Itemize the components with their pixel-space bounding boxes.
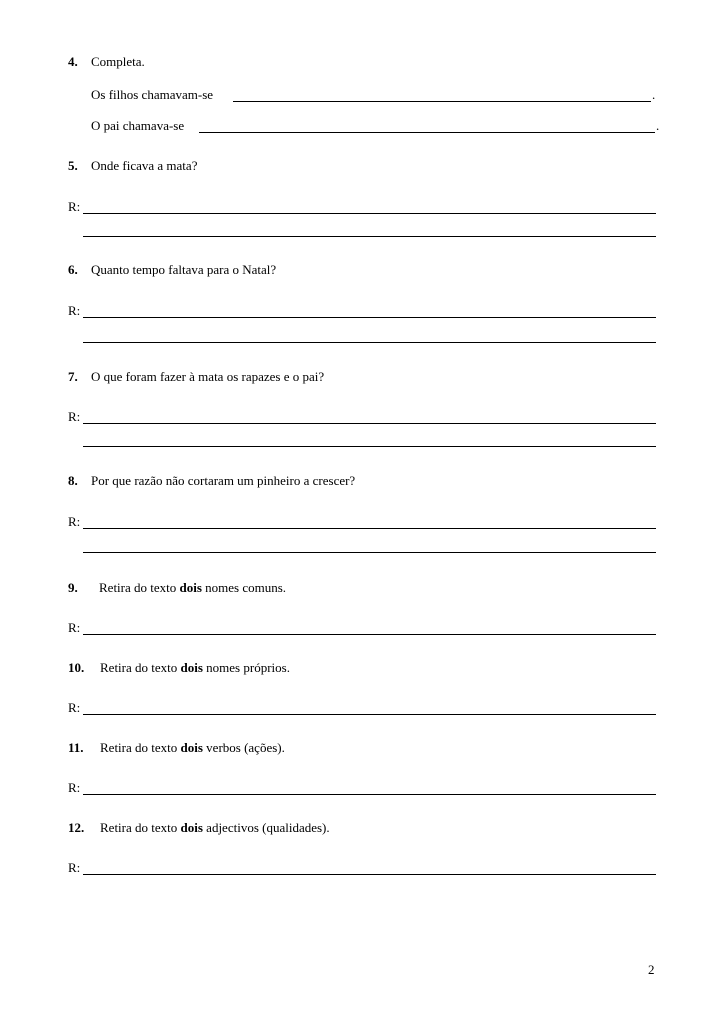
answer-5-line-2[interactable]	[83, 236, 656, 237]
answer-9-prefix: R:	[68, 620, 81, 635]
question-7-text: O que foram fazer à mata os rapazes e o pai?	[91, 369, 325, 384]
question-4-number: 4.	[68, 54, 78, 69]
question-12-text: Retira do texto dois adjectivos (qualidades).	[100, 820, 330, 835]
question-10-number: 10.	[68, 660, 85, 675]
answer-7-prefix: R:	[68, 409, 81, 424]
question-4-item-2-label: O pai chamava-se	[91, 118, 185, 133]
answer-11-prefix: R:	[68, 780, 81, 795]
question-4-item-1-label: Os filhos chamavam-se	[91, 87, 214, 102]
answer-8-line-2[interactable]	[83, 552, 656, 553]
question-9-text: Retira do texto dois nomes comuns.	[99, 580, 287, 595]
question-5-number: 5.	[68, 158, 78, 173]
answer-5-line-1[interactable]	[83, 213, 656, 214]
question-11-emphasis: dois	[180, 740, 203, 755]
answer-7-line-2[interactable]	[83, 446, 656, 447]
question-4-text: Completa.	[91, 54, 145, 69]
answer-12-prefix: R:	[68, 860, 81, 875]
question-4-item-2-end: .	[656, 118, 660, 133]
page-number: 2	[648, 962, 655, 977]
question-9-emphasis: dois	[179, 580, 202, 595]
question-4-item-2-blank[interactable]	[199, 132, 655, 133]
question-8-number: 8.	[68, 473, 78, 488]
answer-11-line[interactable]	[83, 794, 656, 795]
question-12-emphasis: dois	[180, 820, 203, 835]
question-11-text: Retira do texto dois verbos (ações).	[100, 740, 285, 755]
question-8-text: Por que razão não cortaram um pinheiro a crescer?	[91, 473, 356, 488]
answer-8-line-1[interactable]	[83, 528, 656, 529]
answer-6-prefix: R:	[68, 303, 81, 318]
answer-10-prefix: R:	[68, 700, 81, 715]
question-10-emphasis: dois	[180, 660, 203, 675]
question-12-number: 12.	[68, 820, 85, 835]
question-9-number: 9.	[68, 580, 78, 595]
question-6-number: 6.	[68, 262, 78, 277]
question-6-text: Quanto tempo faltava para o Natal?	[91, 262, 277, 277]
answer-5-prefix: R:	[68, 199, 81, 214]
answer-9-line[interactable]	[83, 634, 656, 635]
question-5-text: Onde ficava a mata?	[91, 158, 198, 173]
question-10-text: Retira do texto dois nomes próprios.	[100, 660, 290, 675]
answer-6-line-2[interactable]	[83, 342, 656, 343]
answer-8-prefix: R:	[68, 514, 81, 529]
answer-12-line[interactable]	[83, 874, 656, 875]
question-7-number: 7.	[68, 369, 78, 384]
question-11-number: 11.	[68, 740, 84, 755]
question-4-item-1-end: .	[652, 87, 656, 102]
question-4-item-1-blank[interactable]	[233, 101, 651, 102]
answer-7-line-1[interactable]	[83, 423, 656, 424]
answer-10-line[interactable]	[83, 714, 656, 715]
answer-6-line-1[interactable]	[83, 317, 656, 318]
